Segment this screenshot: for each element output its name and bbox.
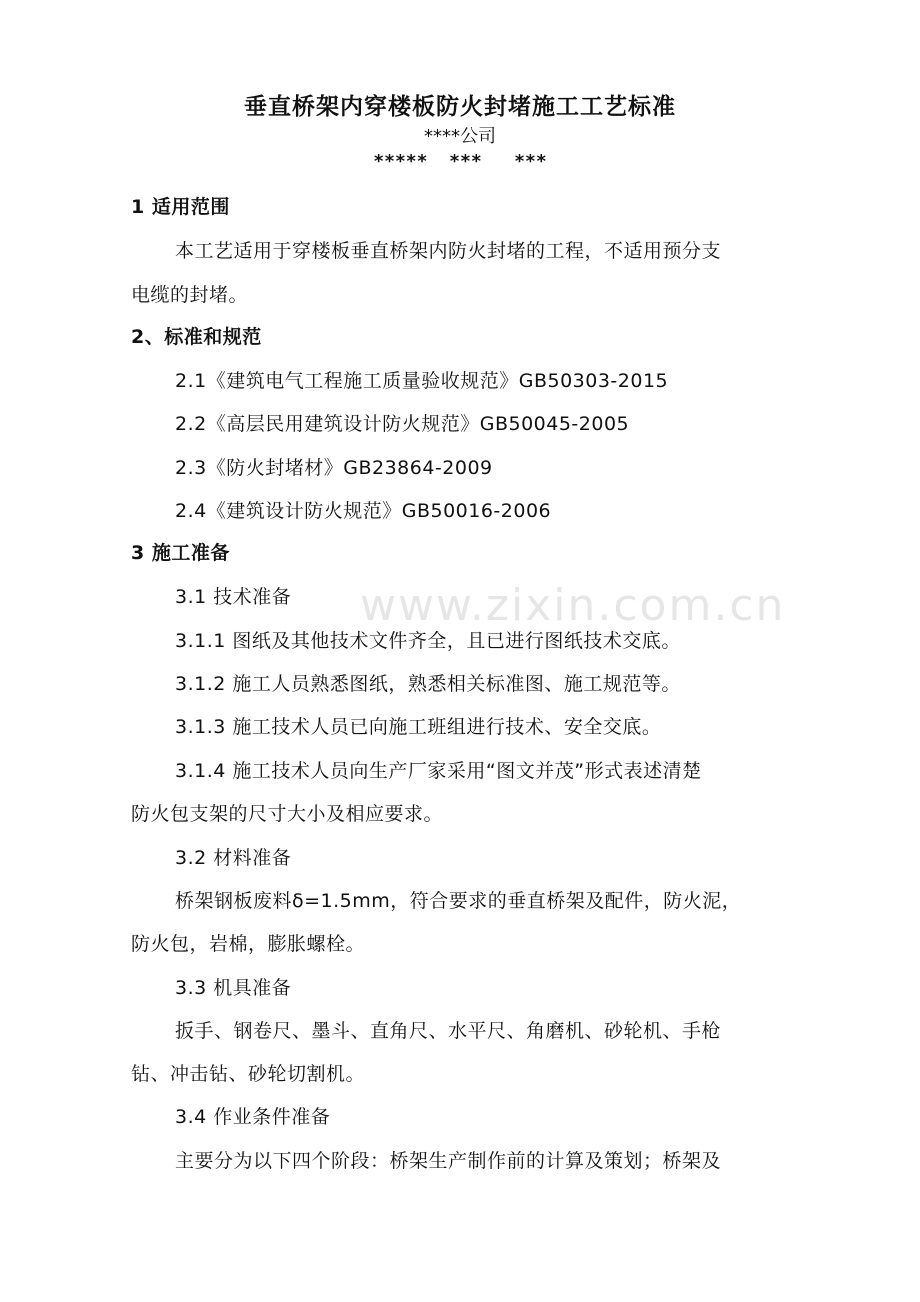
paragraph-line: 3.1.4 施工技术人员向生产厂家采用“图文并茂”形式表述清楚 — [175, 760, 702, 782]
watermark-text: www.zixin.com.cn — [360, 580, 786, 631]
paragraph-line: 3.1 技术准备 — [175, 586, 292, 608]
section-heading: 1 适用范围 — [131, 196, 230, 218]
author-names: ***** *** *** — [373, 151, 547, 172]
document-title: 垂直桥架内穿楼板防火封堵施工工艺标准 — [244, 94, 676, 120]
paragraph-line: 3.4 作业条件准备 — [175, 1106, 331, 1128]
paragraph-line: 3.3 机具准备 — [175, 977, 292, 999]
paragraph-line: 3.2 材料准备 — [175, 847, 292, 869]
paragraph-line: 3.1.3 施工技术人员已向施工班组进行技术、安全交底。 — [175, 716, 662, 738]
paragraph-line: 3.1.2 施工人员熟悉图纸，熟悉相关标准图、施工规范等。 — [175, 673, 681, 695]
paragraph-line: 本工艺适用于穿楼板垂直桥架内防火封堵的工程，不适用预分支 — [175, 240, 722, 262]
paragraph-line: 3.1.1 图纸及其他技术文件齐全，且已进行图纸技术交底。 — [175, 630, 681, 652]
paragraph-line: 扳手、钢卷尺、墨斗、直角尺、水平尺、角磨机、砂轮机、手枪 — [175, 1020, 722, 1042]
paragraph-line: 2.2《高层民用建筑设计防火规范》GB50045-2005 — [175, 413, 630, 435]
section-heading: 2、标准和规范 — [131, 326, 262, 348]
paragraph-line: 桥架钢板废料δ=1.5mm，符合要求的垂直桥架及配件，防火泥， — [175, 890, 742, 912]
paragraph-line: 钻、冲击钻、砂轮切割机。 — [131, 1063, 366, 1085]
paragraph-line: 主要分为以下四个阶段：桥架生产制作前的计算及策划；桥架及 — [175, 1150, 722, 1172]
paragraph-line: 2.1《建筑电气工程施工质量验收规范》GB50303-2015 — [175, 370, 669, 392]
paragraph-line: 防火包支架的尺寸大小及相应要求。 — [131, 803, 444, 825]
company-name: ****公司 — [424, 126, 496, 147]
paragraph-line: 防火包，岩棉，膨胀螺栓。 — [131, 933, 366, 955]
paragraph-line: 2.3《防火封堵材》GB23864-2009 — [175, 457, 493, 479]
paragraph-line: 电缆的封堵。 — [131, 284, 249, 306]
section-heading: 3 施工准备 — [131, 542, 230, 564]
paragraph-line: 2.4《建筑设计防火规范》GB50016-2006 — [175, 500, 552, 522]
